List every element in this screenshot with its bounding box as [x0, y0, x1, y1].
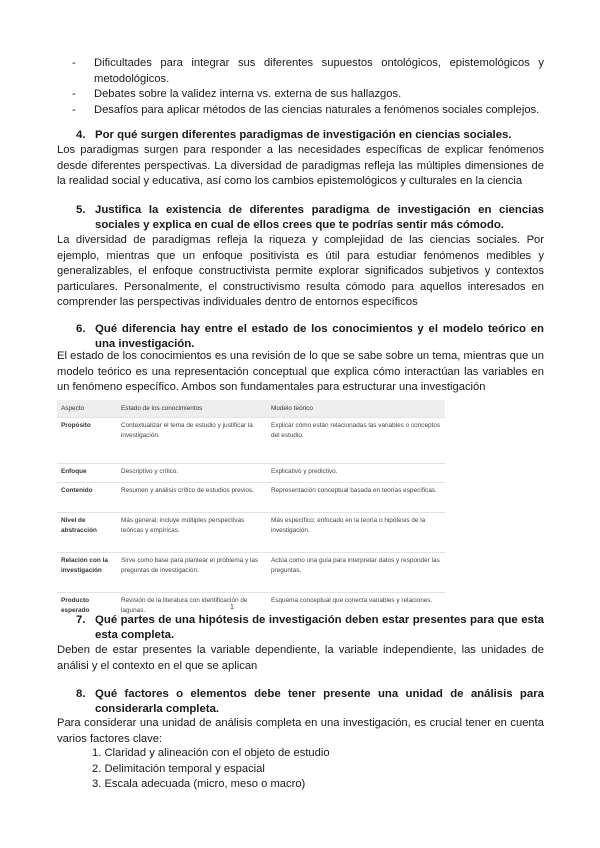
table-cell: Enfoque: [57, 464, 117, 483]
list-item: - Desafíos para aplicar métodos de las ciencias naturales a fenómenos sociales complejos.: [72, 103, 540, 116]
question-6-heading: 6. Qué diferencia hay entre el estado de los conocimientos y el modelo teórico en una investigación.: [76, 323, 544, 351]
list-item: - Dificultades para integrar sus diferentes supuestos ontológicos, epistemológicos y metodológicos.: [72, 57, 544, 85]
table-cell: Revisión de la literatura con identificación de lagunas.: [117, 593, 267, 623]
answer-4: Los paradigmas surgen para responder a las necesidades específicas de explicar fenómenos desde diferentes perspectivas. La diversidad de paradigmas refleja las múltiples dimensiones de la realidad social y educativa, así como los cambios epistemológicos y culturales en la ciencia: [57, 144, 544, 188]
table-cell: Resumen y análisis crítico de estudios previos.: [117, 483, 267, 513]
numbered-list: [92, 746, 330, 793]
answer-8: Para considerar una unidad de análisis completa en una investigación, es crucial tener en cuenta varios factores clave:: [57, 717, 544, 745]
table-cell: Contextualizar el tema de estudio y justificar la investigación.: [117, 418, 267, 464]
table-cell: Producto esperado: [57, 593, 117, 623]
answer-6: El estado de los conocimientos es una revisión de lo que se sabe sobre un tema, mientras que un modelo teórico es una representación conceptual que explica cómo interactúan las variables en un fenómeno específico. Ambos son fundamentales para estructurar una investigación: [57, 350, 544, 394]
column-header: Estado de los conocimientos: [117, 400, 267, 418]
table-row: [57, 464, 445, 483]
table-cell: Relación con la investigación: [57, 553, 117, 593]
column-header: Aspecto: [57, 400, 117, 418]
table-cell: Explicar cómo están relacionadas las variables o conceptos del estudio.: [267, 418, 445, 464]
question-7-heading: 7. Qué partes de una hipótesis de investigación deben estar presentes para que esta esta completa.: [76, 614, 544, 642]
column-header: Modelo teórico: [267, 400, 445, 418]
list-item: 1. Claridad y alineación con el objeto de estudio: [92, 747, 330, 759]
table-row: [57, 483, 445, 513]
table-row: [57, 513, 445, 553]
table-row: [57, 553, 445, 593]
table-cell: Sirve como base para plantear el problema y las preguntas de investigación.: [117, 553, 267, 593]
list-item: 3. Escala adecuada (micro, meso o macro): [92, 778, 306, 791]
question-8-heading: 8. Qué factores o elementos debe tener presente una unidad de análisis para considerarla completa.: [76, 688, 544, 716]
table-cell: Propósito: [57, 418, 117, 464]
table-cell: Esquema conceptual que conecta variables y relaciones.: [267, 593, 445, 623]
comparison-table: [57, 400, 445, 623]
table-cell: Contenido: [57, 483, 117, 513]
table-cell: Nivel de abstracción: [57, 513, 117, 553]
list-item: 2. Delimitación temporal y espacial: [92, 762, 265, 775]
table-cell: Más específico; enfocado en la teoría o hipótesis de la investigación.: [267, 513, 445, 553]
question-5-heading: 5. Justifica la existencia de diferentes paradigma de investigación en ciencias sociales y explica en cual de ellos crees que te podrías sentir más cómodo.: [76, 204, 544, 232]
table-cell: Representación conceptual basada en teorías específicas.: [267, 483, 445, 513]
table-cell: Explicativo y predictivo.: [267, 464, 445, 483]
answer-7: Deben de estar presentes la variable dependiente, la variable independiente, las unidades de análisi y el contexto en el que se aplican: [57, 644, 544, 672]
table-cell: Más general; incluye múltiples perspectivas teóricas y empíricas.: [117, 513, 267, 553]
question-4-heading: 4. Por qué surgen diferentes paradigmas de investigación en ciencias sociales.: [76, 129, 512, 141]
list-item: - Debates sobre la validez interna vs. externa de sus hallazgos.: [72, 88, 402, 101]
table-cell: Actúa como una guía para interpretar datos y responder las preguntas.: [267, 553, 445, 593]
table-cell: Descriptivo y crítico.: [117, 464, 267, 483]
answer-5: La diversidad de paradigmas refleja la riqueza y complejidad de las ciencias sociales. Por ejemplo, mientras que un enfoque positivista es útil para estudiar fenómenos medibles y generalizables, el enfoque constructivista permite explorar significados subjetivos y contextos particulares. Personalmente, el constructivismo resulta cómodo para aquellos interesados en comprender las perspectivas individuales dentro de entornos específicos: [57, 234, 544, 309]
table-row: [57, 418, 445, 464]
bullet-list: [72, 56, 544, 118]
table-header-row: [57, 400, 445, 418]
page-number: 1: [230, 604, 234, 611]
